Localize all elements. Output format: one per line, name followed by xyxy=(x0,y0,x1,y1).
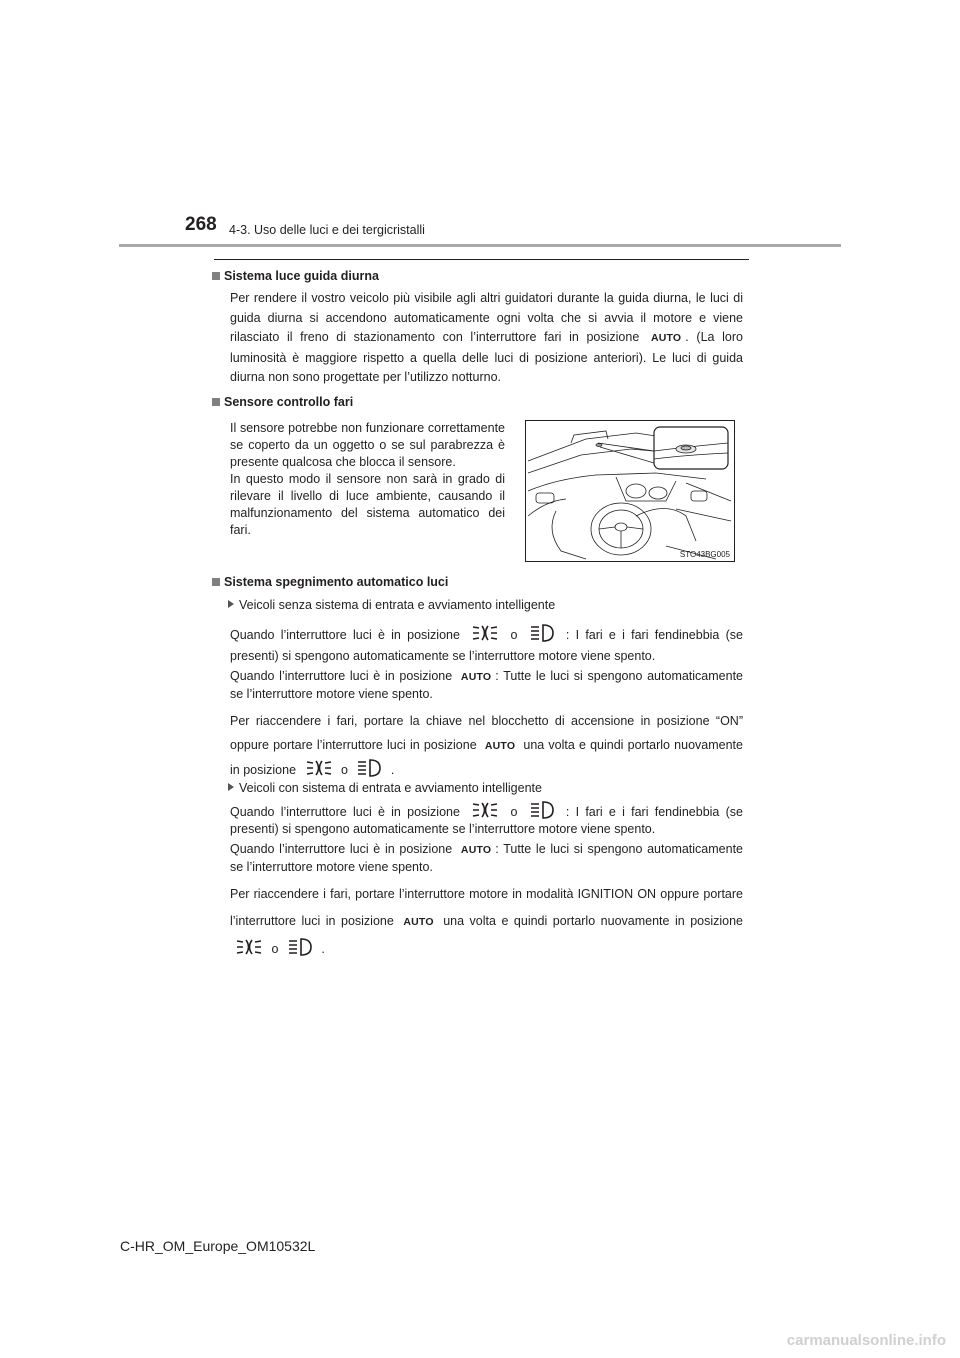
tail-light-icon xyxy=(306,759,332,777)
with-smart-p1: Quando l’interruttore luci è in posizione o : I fari e i fari fendinebbia (se presenti) si spengono automaticamente se l’interruttore motore viene spento. xyxy=(230,801,743,838)
dashboard-sensor-illustration xyxy=(525,420,735,562)
section-title: 4-3. Uso delle luci e dei tergicristalli xyxy=(229,223,425,237)
headlight-icon xyxy=(530,624,554,642)
square-bullet-icon xyxy=(212,272,220,280)
tail-light-icon xyxy=(236,938,262,956)
tail-light-icon xyxy=(472,801,498,819)
watermark-logo xyxy=(756,1330,946,1350)
auto-position-icon: AUTO xyxy=(460,671,492,683)
arrow-bullet-icon xyxy=(228,783,234,791)
content-rule xyxy=(214,259,749,260)
svg-text:carmanualsonline.info: carmanualsonline.info xyxy=(786,1332,946,1349)
without-smart-p2: Quando l’interruttore luci è in posizione AUTO : Tutte le luci si spengono automaticamente se l’interruttore motore viene spento. xyxy=(230,669,743,701)
with-smart-p3: Per riaccendere i fari, portare l’interruttore motore in modalità IGNITION ON oppure portare l’interruttore luci in posizione AUTO una volta e quindi portarlo nuovamente in posizione o . xyxy=(230,887,744,956)
auto-position-icon: AUTO xyxy=(460,844,492,856)
figure-code: STO43BG005 xyxy=(679,550,730,559)
auto-position-icon: AUTO xyxy=(484,740,516,752)
drl-heading: Sistema luce guida diurna xyxy=(212,268,379,285)
headlight-icon xyxy=(288,938,312,956)
header-rule xyxy=(119,244,841,247)
drl-text: Per rendere il vostro veicolo più visibile agli altri guidatori durante la guida diurna, le luci di guida diurna si accendono automaticamente ogni volta che si avvia il motore e viene rilasciato il freno di stazionamento con l’interruttore fari in posizione AUTO . (La loro luminosità è maggiore rispetto a quella delle luci di posizione anteriori). Le luci di guida diurna non sono progettate per l’utilizzo notturno. xyxy=(230,291,743,384)
tail-light-icon xyxy=(472,624,498,642)
square-bullet-icon xyxy=(212,398,220,406)
sensor-text: Il sensore potrebbe non funzionare correttamente se coperto da un oggetto o se sul parabrezza è presente qualcosa che blocca il sensore. In questo modo il sensore non sarà in grado di rilevare il livello di luce ambiente, causando il malfunzionamento del sistema automatico dei fari. xyxy=(230,421,505,537)
without-smart-p3: Per riaccendere i fari, portare la chiave nel blocchetto di accensione in posizione “ON” oppure portare l’interruttore luci in posizione AUTO una volta e quindi portarlo nuovamente in posizione o . xyxy=(230,714,743,777)
square-bullet-icon xyxy=(212,578,220,586)
headlight-icon xyxy=(530,801,554,819)
bullet-without-smart: Veicoli senza sistema di entrata e avviamento intelligente xyxy=(228,597,555,614)
arrow-bullet-icon xyxy=(228,600,234,608)
page-number: 268 xyxy=(185,214,217,235)
with-smart-p2: Quando l’interruttore luci è in posizione AUTO : Tutte le luci si spengono automaticamente se l’interruttore motore viene spento. xyxy=(230,842,743,874)
footer-doc-id: C-HR_OM_Europe_OM10532L xyxy=(120,1238,316,1254)
auto-position-icon: AUTO xyxy=(650,332,682,344)
bullet-with-smart: Veicoli con sistema di entrata e avviamento intelligente xyxy=(228,780,542,797)
autooff-heading: Sistema spegnimento automatico luci xyxy=(212,574,448,591)
dashboard-drawing xyxy=(526,421,734,561)
sensor-heading: Sensore controllo fari xyxy=(212,394,353,411)
without-smart-p1: Quando l’interruttore luci è in posizione o : I fari e i fari fendinebbia (se presenti) si spengono automaticamente se l’interruttore motore viene spento. xyxy=(230,624,743,667)
headlight-icon xyxy=(357,759,381,777)
auto-position-icon: AUTO xyxy=(403,916,434,928)
